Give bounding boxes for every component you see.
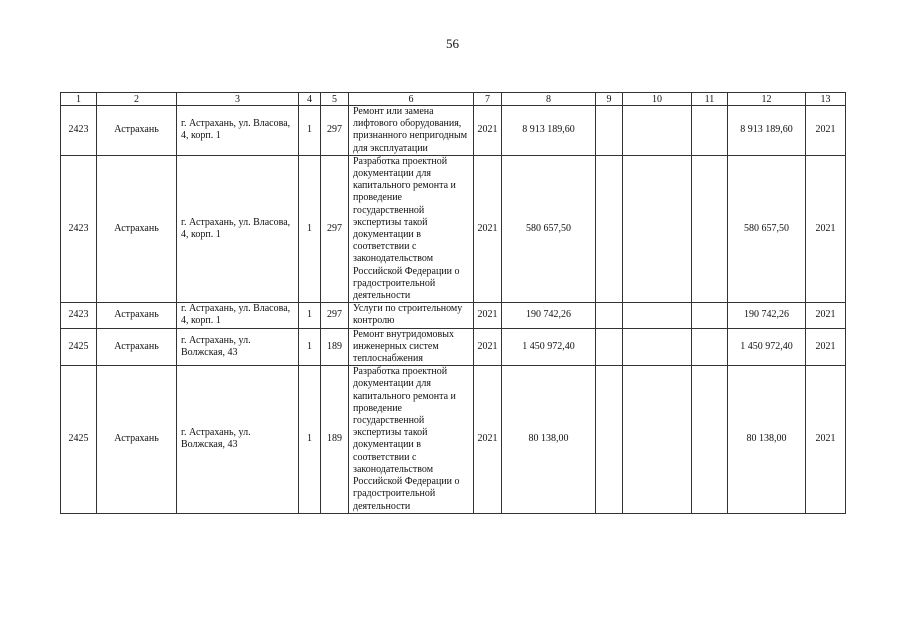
- cell-work-type: Разработка проектной документации для капитального ремонта и проведение государственной экспертизы такой документации в соответствии с законодательством Российской Федерации о градостроительной деятельности: [349, 366, 474, 513]
- column-header: 9: [596, 93, 623, 106]
- table-row: [61, 328, 846, 366]
- cell-col4: 1: [299, 155, 321, 302]
- column-header: 8: [502, 93, 596, 106]
- cell-col5: 297: [321, 303, 349, 328]
- cell-col11: [692, 366, 728, 513]
- cell-end-year: 2021: [806, 106, 846, 156]
- cell-year: 2021: [474, 366, 502, 513]
- cell-col5: 189: [321, 328, 349, 366]
- column-header: 13: [806, 93, 846, 106]
- cell-address: г. Астрахань, ул. Власова, 4, корп. 1: [177, 155, 299, 302]
- cell-address: г. Астрахань, ул. Волжская, 43: [177, 328, 299, 366]
- cell-col9: [596, 106, 623, 156]
- column-header: 6: [349, 93, 474, 106]
- cell-address: г. Астрахань, ул. Власова, 4, корп. 1: [177, 303, 299, 328]
- cell-col9: [596, 303, 623, 328]
- cell-col10: [623, 106, 692, 156]
- cell-work-type: Разработка проектной документации для капитального ремонта и проведение государственной экспертизы такой документации в соответствии с законодательством Российской Федерации о градостроительной деятельности: [349, 155, 474, 302]
- cell-cost: 80 138,00: [502, 366, 596, 513]
- cell-end-year: 2021: [806, 366, 846, 513]
- column-header: 11: [692, 93, 728, 106]
- cell-col11: [692, 106, 728, 156]
- table-row: [61, 155, 846, 302]
- cell-cost: 190 742,26: [502, 303, 596, 328]
- cell-year: 2021: [474, 303, 502, 328]
- cell-year: 2021: [474, 328, 502, 366]
- cell-total: 190 742,26: [728, 303, 806, 328]
- cell-col9: [596, 155, 623, 302]
- cell-total: 80 138,00: [728, 366, 806, 513]
- cell-work-type: Услуги по строительному контролю: [349, 303, 474, 328]
- table-row: [61, 303, 846, 328]
- cell-house-id: 2423: [61, 303, 97, 328]
- cell-cost: 1 450 972,40: [502, 328, 596, 366]
- column-header: 3: [177, 93, 299, 106]
- cell-year: 2021: [474, 155, 502, 302]
- cell-col5: 297: [321, 155, 349, 302]
- cell-end-year: 2021: [806, 303, 846, 328]
- column-header: 1: [61, 93, 97, 106]
- cell-col10: [623, 328, 692, 366]
- cell-house-id: 2423: [61, 106, 97, 156]
- cell-work-type: Ремонт или замена лифтового оборудования, признанного непригодным для эксплуатации: [349, 106, 474, 156]
- cell-total: 8 913 189,60: [728, 106, 806, 156]
- cell-col5: 297: [321, 106, 349, 156]
- cell-municipality: Астрахань: [97, 303, 177, 328]
- cell-col11: [692, 155, 728, 302]
- cell-municipality: Астрахань: [97, 366, 177, 513]
- cell-col4: 1: [299, 328, 321, 366]
- column-header: 5: [321, 93, 349, 106]
- column-header: 7: [474, 93, 502, 106]
- cell-work-type: Ремонт внутридомовых инженерных систем теплоснабжения: [349, 328, 474, 366]
- cell-end-year: 2021: [806, 328, 846, 366]
- cell-house-id: 2423: [61, 155, 97, 302]
- column-header: 2: [97, 93, 177, 106]
- cell-total: 580 657,50: [728, 155, 806, 302]
- cell-col11: [692, 328, 728, 366]
- cell-col10: [623, 366, 692, 513]
- cell-col10: [623, 155, 692, 302]
- cell-year: 2021: [474, 106, 502, 156]
- cell-end-year: 2021: [806, 155, 846, 302]
- table-row: [61, 366, 846, 513]
- column-header: 12: [728, 93, 806, 106]
- cell-col9: [596, 328, 623, 366]
- cell-house-id: 2425: [61, 366, 97, 513]
- cell-municipality: Астрахань: [97, 106, 177, 156]
- cell-address: г. Астрахань, ул. Власова, 4, корп. 1: [177, 106, 299, 156]
- cell-municipality: Астрахань: [97, 328, 177, 366]
- cell-house-id: 2425: [61, 328, 97, 366]
- page-number: 56: [446, 36, 459, 51]
- table-row: [61, 106, 846, 156]
- column-header: 10: [623, 93, 692, 106]
- cell-col4: 1: [299, 106, 321, 156]
- cell-total: 1 450 972,40: [728, 328, 806, 366]
- cell-cost: 8 913 189,60: [502, 106, 596, 156]
- cell-cost: 580 657,50: [502, 155, 596, 302]
- cell-municipality: Астрахань: [97, 155, 177, 302]
- cell-col11: [692, 303, 728, 328]
- repair-plan-table: [60, 92, 846, 514]
- cell-col10: [623, 303, 692, 328]
- cell-col4: 1: [299, 366, 321, 513]
- cell-col4: 1: [299, 303, 321, 328]
- column-header: 4: [299, 93, 321, 106]
- cell-col9: [596, 366, 623, 513]
- cell-col5: 189: [321, 366, 349, 513]
- column-number-header: [61, 93, 846, 106]
- cell-address: г. Астрахань, ул. Волжская, 43: [177, 366, 299, 513]
